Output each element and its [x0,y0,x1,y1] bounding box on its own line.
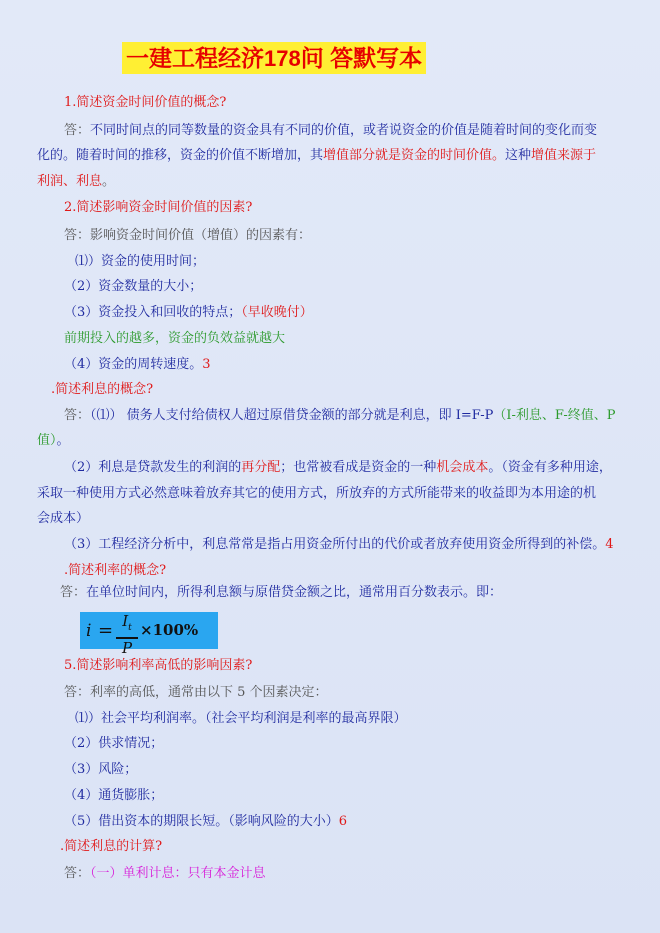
title-prefix: 一建工程经济 [126,45,264,71]
answer-3-line-6 [64,535,614,555]
numerator-symbol: I [122,612,129,630]
answer-1-line-3 [37,172,115,192]
answer-text: 化的。随着时间的推移，资金的价值不断增加，其 [37,148,324,163]
highlight-text: 机会成本 [436,460,489,475]
answer-text: 。（资金有多种用途， [488,460,612,475]
answer-label: 答： [64,866,91,881]
answer-3-line-1 [64,406,616,426]
formula-lhs: i [86,621,92,641]
answer-text: （一）单利计息：只有本金计息 [90,866,266,881]
answer-6-line-1 [64,864,266,884]
green-note: 值） [37,433,57,448]
answer-2-item-1: ⑴）资金的使用时间； [75,254,206,269]
answer-text: （⑴） 债务人支付给债权人超过原借贷金额的部分就是利息，即 I=F-P [90,408,494,423]
title-number: 178 [264,46,301,71]
highlight-text: 增值来源于 [531,148,597,163]
answer-5-item-2: （2）供求情况； [64,736,164,751]
question-3: .简述利息的概念? [51,382,154,397]
answer-text: 。 [102,174,116,189]
answer-2-intro: 答：影响资金时间价值（增值）的因素有： [64,228,312,243]
answer-text: 不同时间点的同等数量的资金具有不同的价值，或者说资金的价值是随着时间的变化而变 [90,123,598,138]
green-note: （I-利息、F-终值、P [493,408,616,423]
answer-5-item-1: ⑴）社会平均利润率。（社会平均利润是利率的最高界限） [75,711,407,726]
answer-text: 这种 [505,148,532,163]
question-number: 6 [338,814,348,829]
answer-text: （3）资金投入和回收的特点； [64,305,242,320]
answer-3-line-4: 采取一种使用方式必然意味着放弃其它的使用方式，所放弃的方式所能带来的收益即为本用途的机 [37,486,597,501]
question-5: 5.简述影响利率高低的影响因素? [64,658,253,673]
question-4: .简述利率的概念? [64,563,167,578]
formula-denominator: P [121,638,133,657]
interest-rate-formula [80,612,218,657]
highlight-text: 增值部分就是资金的时间价值。 [323,148,506,163]
formula-rhs: ×100% [140,621,199,639]
title-suffix: 问 答默写本 [300,45,423,71]
answer-2-item-2: （2）资金数量的大小； [64,279,203,294]
answer-label: 答： [64,123,91,138]
highlight-text: （早收晚付） [241,305,313,320]
answer-text: （5）借出资本的期限长短。（影响风险的大小） [64,814,339,829]
answer-3-line-2 [37,431,70,451]
formula-equals: = [98,620,114,641]
answer-5-intro: 答：利率的高低，通常由以下 5 个因素决定： [64,685,328,700]
answer-text: 在单位时间内，所得利息额与原借贷金额之比，通常用百分数表示。即： [86,585,503,600]
answer-2-note: 前期投入的越多，资金的负效益就越大 [64,331,286,346]
question-number: 4 [605,537,614,552]
highlight-text: 利润、利息 [37,174,103,189]
formula-fraction [116,613,138,656]
answer-5-item-5 [64,812,347,832]
question-2: 2.简述影响资金时间价值的因素? [64,200,253,215]
page-title [122,42,426,74]
answer-text: 。 [56,433,70,448]
numerator-subscript: t [128,623,132,633]
answer-1-line-2 [37,146,596,166]
question-number: 3 [202,357,211,372]
answer-3-line-3 [64,458,612,478]
answer-text: （4）资金的周转速度。 [64,357,203,372]
question-1: 1.简述资金时间价值的概念? [64,95,227,110]
answer-3-line-5: 会成本） [37,511,90,526]
formula-numerator [116,613,138,636]
answer-5-item-3: （3）风险； [64,762,138,777]
answer-2-item-3 [64,303,313,323]
answer-4-line-1 [60,583,502,603]
answer-text: ；也常被看成是资金的一种 [280,460,437,475]
answer-text: （2）利息是贷款发生的利润的 [64,460,242,475]
question-6: .简述利息的计算? [60,839,163,854]
answer-5-item-4: （4）通货膨胀； [64,788,164,803]
answer-label: 答： [64,408,91,423]
answer-label: 答： [60,585,87,600]
answer-text: （3）工程经济分析中，利息常常是指占用资金所付出的代价或者放弃使用资金所得到的补偿。 [64,537,606,552]
answer-1-line-1 [64,121,597,141]
highlight-text: 再分配 [241,460,281,475]
answer-2-item-4 [64,355,211,375]
